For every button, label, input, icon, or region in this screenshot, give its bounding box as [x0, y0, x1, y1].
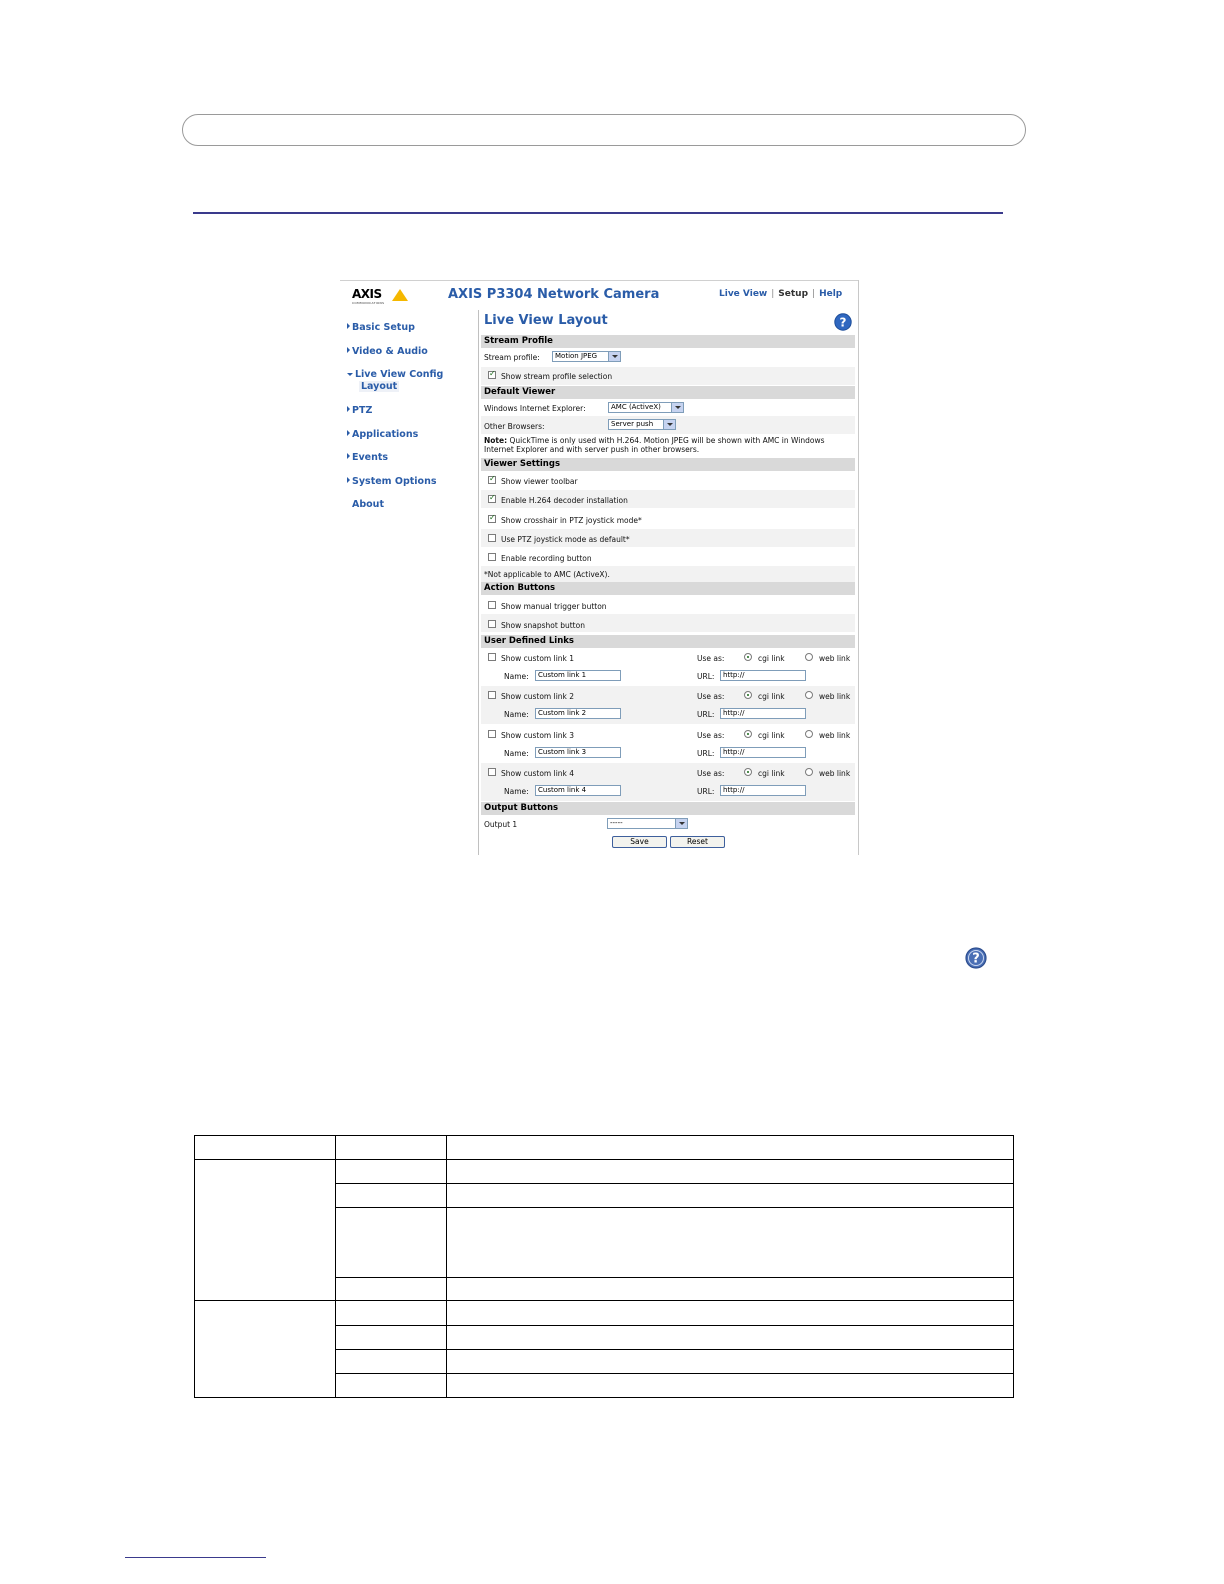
- page-header-bar: [182, 114, 1026, 146]
- sidebar-divider: [478, 310, 479, 855]
- custom-link-3-label: Show custom link 3: [501, 731, 575, 740]
- stream-profile-select[interactable]: Motion JPEG: [552, 351, 621, 362]
- viewer-note-line2: Internet Explorer and with server push in other browsers.: [484, 445, 700, 454]
- logo-triangle-icon: [392, 289, 408, 301]
- custom-link-4-name-input[interactable]: Custom link 4: [535, 785, 621, 796]
- use-as-label: Use as:: [697, 654, 725, 663]
- save-button[interactable]: Save: [612, 836, 667, 848]
- url-label: URL:: [697, 787, 715, 796]
- manual-trigger-checkbox[interactable]: [488, 601, 496, 609]
- show-stream-profile-label: Show stream profile selection: [501, 372, 613, 381]
- chevron-down-icon: [608, 352, 620, 361]
- custom-link-3-web-radio[interactable]: [805, 730, 813, 738]
- sidebar-item-events[interactable]: Events: [347, 452, 388, 463]
- reset-button[interactable]: Reset: [670, 836, 725, 848]
- custom-link-2-url-input[interactable]: http://: [720, 708, 806, 719]
- svg-text:?: ?: [839, 315, 847, 330]
- output-1-select[interactable]: -----: [607, 818, 688, 829]
- crosshair-checkbox[interactable]: [488, 515, 496, 523]
- sidebar-item-basic-setup[interactable]: Basic Setup: [347, 322, 415, 333]
- screenshot-right-border: [858, 280, 859, 855]
- custom-link-2-web-radio[interactable]: [805, 691, 813, 699]
- custom-link-2-cgi-radio[interactable]: [744, 691, 752, 699]
- custom-link-4-cgi-radio[interactable]: [744, 768, 752, 776]
- arrow-down-icon: [347, 373, 353, 376]
- other-browsers-select[interactable]: Server push: [608, 419, 676, 430]
- section-output-buttons: Output Buttons: [481, 802, 855, 815]
- custom-link-2-checkbox[interactable]: [488, 691, 496, 699]
- url-label: URL:: [697, 710, 715, 719]
- screenshot-top-border: [340, 280, 859, 281]
- show-viewer-toolbar-checkbox[interactable]: [488, 476, 496, 484]
- table-row-divider: [335, 1373, 1013, 1374]
- use-as-label: Use as:: [697, 692, 725, 701]
- help-icon[interactable]: [834, 313, 852, 331]
- sidebar-item-ptz[interactable]: PTZ: [347, 405, 372, 416]
- manual-trigger-label: Show manual trigger button: [501, 602, 607, 611]
- custom-link-3-cgi-radio[interactable]: [744, 730, 752, 738]
- custom-link-3-checkbox[interactable]: [488, 730, 496, 738]
- custom-link-4-url-input[interactable]: http://: [720, 785, 806, 796]
- arrow-right-icon: [347, 453, 350, 459]
- arrow-right-icon: [347, 347, 350, 353]
- web-link-label: web link: [819, 654, 851, 663]
- sidebar-item-applications[interactable]: Applications: [347, 429, 418, 440]
- name-label: Name:: [504, 710, 529, 719]
- custom-link-1-checkbox[interactable]: [488, 653, 496, 661]
- help-link[interactable]: Help: [819, 289, 843, 299]
- arrow-right-icon: [347, 477, 350, 483]
- show-stream-profile-checkbox[interactable]: [488, 371, 496, 379]
- custom-link-4-checkbox[interactable]: [488, 768, 496, 776]
- name-label: Name:: [504, 672, 529, 681]
- section-viewer-settings: Viewer Settings: [481, 458, 855, 471]
- table-col-divider: [446, 1136, 447, 1397]
- section-action-buttons: Action Buttons: [481, 582, 855, 595]
- use-as-label: Use as:: [697, 769, 725, 778]
- setup-link[interactable]: Setup: [778, 289, 809, 299]
- stream-profile-label: Stream profile:: [484, 353, 540, 362]
- arrow-right-icon: [347, 406, 350, 412]
- url-label: URL:: [697, 672, 715, 681]
- section-user-defined-links: User Defined Links: [481, 635, 855, 648]
- table-row-divider: [335, 1325, 1013, 1326]
- custom-link-3-url-input[interactable]: http://: [720, 747, 806, 758]
- recording-button-label: Enable recording button: [501, 554, 592, 563]
- table-row-divider: [335, 1277, 1013, 1278]
- activex-footnote: *Not applicable to AMC (ActiveX).: [484, 570, 610, 579]
- table-row-divider: [195, 1159, 1013, 1160]
- viewer-note-line1: Note: QuickTime is only used with H.264. Motion JPEG will be shown with AMC in Windows: [484, 436, 825, 445]
- h264-decoder-checkbox[interactable]: [488, 495, 496, 503]
- recording-button-checkbox[interactable]: [488, 553, 496, 561]
- web-link-label: web link: [819, 769, 851, 778]
- table-col-divider: [335, 1136, 336, 1397]
- sidebar-item-layout[interactable]: Layout: [361, 381, 398, 392]
- table-row-divider: [335, 1207, 1013, 1208]
- arrow-right-icon: [347, 323, 350, 329]
- axis-logo: AXIS COMMUNICATIONS: [352, 287, 384, 305]
- footer-rule: [125, 1557, 266, 1558]
- snapshot-label: Show snapshot button: [501, 621, 585, 630]
- camera-setup-screenshot: [340, 280, 859, 855]
- use-as-label: Use as:: [697, 731, 725, 740]
- name-label: Name:: [504, 787, 529, 796]
- joystick-default-checkbox[interactable]: [488, 534, 496, 542]
- custom-link-2-name-input[interactable]: Custom link 2: [535, 708, 621, 719]
- parameter-table: [194, 1135, 1014, 1398]
- custom-link-1-name-input[interactable]: Custom link 1: [535, 670, 621, 681]
- chevron-down-icon: [675, 819, 687, 828]
- camera-title: AXIS P3304 Network Camera: [448, 287, 660, 302]
- custom-link-4-web-radio[interactable]: [805, 768, 813, 776]
- section-default-viewer: Default Viewer: [481, 386, 855, 399]
- custom-link-3-name-input[interactable]: Custom link 3: [535, 747, 621, 758]
- ie-viewer-select[interactable]: AMC (ActiveX): [608, 402, 684, 413]
- chevron-down-icon: [671, 403, 683, 412]
- web-link-label: web link: [819, 731, 851, 740]
- arrow-right-icon: [347, 430, 350, 436]
- section-divider: [193, 212, 1003, 214]
- help-icon: [965, 947, 987, 969]
- name-label: Name:: [504, 749, 529, 758]
- cgi-link-label: cgi link: [758, 692, 785, 701]
- url-label: URL:: [697, 749, 715, 758]
- section-stream-profile: Stream Profile: [481, 335, 855, 348]
- joystick-default-label: Use PTZ joystick mode as default*: [501, 535, 630, 544]
- sidebar-item-live-view-config[interactable]: Live View Config: [347, 369, 443, 380]
- h264-decoder-label: Enable H.264 decoder installation: [501, 496, 628, 505]
- sidebar-item-video-audio[interactable]: Video & Audio: [347, 346, 428, 357]
- cgi-link-label: cgi link: [758, 731, 785, 740]
- custom-link-1-cgi-radio[interactable]: [744, 653, 752, 661]
- other-browsers-label: Other Browsers:: [484, 422, 545, 431]
- cgi-link-label: cgi link: [758, 654, 785, 663]
- show-viewer-toolbar-label: Show viewer toolbar: [501, 477, 578, 486]
- crosshair-label: Show crosshair in PTZ joystick mode*: [501, 516, 642, 525]
- chevron-down-icon: [663, 420, 675, 429]
- page-title: Live View Layout: [484, 313, 608, 328]
- table-row-divider: [195, 1300, 1013, 1301]
- custom-link-1-label: Show custom link 1: [501, 654, 575, 663]
- sidebar-item-system-options[interactable]: System Options: [347, 476, 437, 487]
- output-1-label: Output 1: [484, 820, 518, 829]
- table-row-divider: [335, 1349, 1013, 1350]
- custom-link-4-label: Show custom link 4: [501, 769, 575, 778]
- live-view-link[interactable]: Live View: [719, 289, 768, 299]
- table-row-divider: [335, 1183, 1013, 1184]
- web-link-label: web link: [819, 692, 851, 701]
- custom-link-1-web-radio[interactable]: [805, 653, 813, 661]
- cgi-link-label: cgi link: [758, 769, 785, 778]
- ie-label: Windows Internet Explorer:: [484, 404, 586, 413]
- snapshot-checkbox[interactable]: [488, 620, 496, 628]
- custom-link-1-url-input[interactable]: http://: [720, 670, 806, 681]
- sidebar-item-about[interactable]: About: [352, 499, 384, 510]
- top-nav: Live View | Setup | Help: [719, 289, 843, 299]
- svg-text:?: ?: [972, 951, 980, 967]
- custom-link-2-label: Show custom link 2: [501, 692, 575, 701]
